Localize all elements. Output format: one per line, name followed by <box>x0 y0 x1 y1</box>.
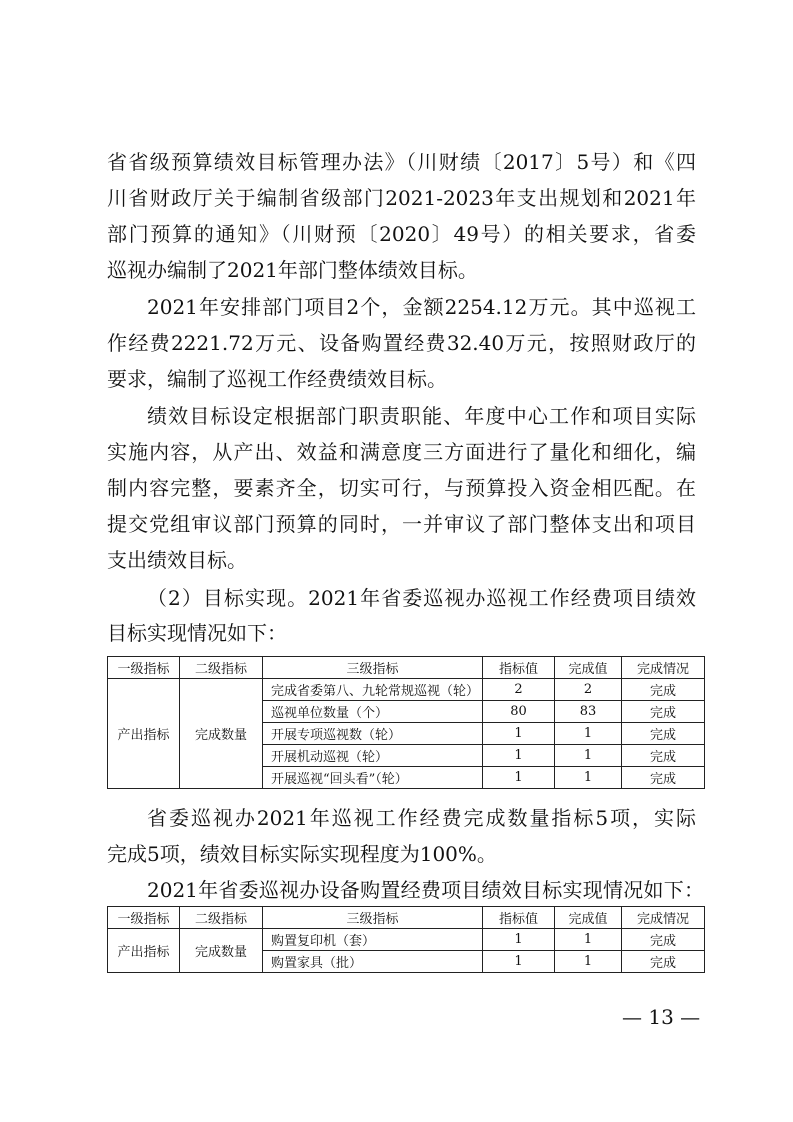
level2-cell: 完成数量 <box>180 929 263 973</box>
actual-value-cell: 1 <box>555 951 622 973</box>
indicator-name-cell: 购置复印机（套） <box>263 929 483 951</box>
page-number: — 13 — <box>622 1005 701 1029</box>
actual-value-cell: 1 <box>555 723 622 745</box>
table-row <box>108 679 705 701</box>
header-cell: 三级指标 <box>263 657 483 679</box>
indicator-name-cell: 巡视单位数量（个） <box>263 701 483 723</box>
target-value-cell: 80 <box>483 701 555 723</box>
actual-value-cell: 1 <box>555 745 622 767</box>
paragraph-line: 省委巡视办2021年巡视工作经费完成数量指标5项，实际 <box>147 806 696 830</box>
paragraph-line: 部门预算的通知》（川财预〔2020〕49号）的相关要求，省委 <box>107 222 696 246</box>
level1-cell: 产出指标 <box>108 929 180 973</box>
indicator-name-cell: 开展巡视“回头看”（轮） <box>263 767 483 789</box>
target-value-cell: 1 <box>483 723 555 745</box>
performance-table-equipment <box>107 906 705 973</box>
level2-cell: 完成数量 <box>180 679 263 789</box>
level1-cell: 产出指标 <box>108 679 180 789</box>
header-cell: 完成值 <box>555 657 622 679</box>
paragraph-line: （2）目标实现。2021年省委巡视办巡视工作经费项目绩效 <box>147 586 696 610</box>
paragraph-line: 完成5项，绩效目标实际实现程度为100%。 <box>107 842 497 866</box>
actual-value-cell: 1 <box>555 929 622 951</box>
header-cell: 三级指标 <box>263 907 483 929</box>
status-cell: 完成 <box>622 679 705 701</box>
status-cell: 完成 <box>622 701 705 723</box>
target-value-cell: 1 <box>483 951 555 973</box>
indicator-name-cell: 购置家具（批） <box>263 951 483 973</box>
performance-table-inspection <box>107 656 705 789</box>
status-cell: 完成 <box>622 767 705 789</box>
header-cell: 完成情况 <box>622 657 705 679</box>
header-cell: 二级指标 <box>180 907 263 929</box>
header-cell: 完成值 <box>555 907 622 929</box>
target-value-cell: 1 <box>483 929 555 951</box>
table-header-row <box>108 907 705 929</box>
table-row <box>108 929 705 951</box>
paragraph-line: 要求，编制了巡视工作经费绩效目标。 <box>107 367 447 391</box>
paragraph-line: 提交党组审议部门预算的同时，一并审议了部门整体支出和项目 <box>107 512 696 536</box>
paragraph-line: 目标实现情况如下： <box>107 621 287 645</box>
target-value-cell: 2 <box>483 679 555 701</box>
header-cell: 指标值 <box>483 907 555 929</box>
status-cell: 完成 <box>622 723 705 745</box>
table-header-row <box>108 657 705 679</box>
indicator-name-cell: 开展机动巡视（轮） <box>263 745 483 767</box>
target-value-cell: 1 <box>483 745 555 767</box>
actual-value-cell: 83 <box>555 701 622 723</box>
header-cell: 一级指标 <box>108 907 180 929</box>
paragraph-line: 川省财政厅关于编制省级部门2021-2023年支出规划和2021年 <box>107 186 696 210</box>
status-cell: 完成 <box>622 951 705 973</box>
actual-value-cell: 2 <box>555 679 622 701</box>
paragraph-line: 绩效目标设定根据部门职责职能、年度中心工作和项目实际 <box>147 404 696 428</box>
paragraph-line: 2021年安排部门项目2个，金额2254.12万元。其中巡视工 <box>147 295 696 319</box>
paragraph-line: 巡视办编制了2021年部门整体绩效目标。 <box>107 258 478 282</box>
indicator-name-cell: 完成省委第八、九轮常规巡视（轮） <box>263 679 483 701</box>
header-cell: 指标值 <box>483 657 555 679</box>
actual-value-cell: 1 <box>555 767 622 789</box>
paragraph-line: 2021年省委巡视办设备购置经费项目绩效目标实现情况如下： <box>147 878 704 902</box>
paragraph-line: 作经费2221.72万元、设备购置经费32.40万元，按照财政厅的 <box>107 331 696 355</box>
paragraph-line: 制内容完整，要素齐全，切实可行，与预算投入资金相匹配。在 <box>107 476 696 500</box>
header-cell: 一级指标 <box>108 657 180 679</box>
header-cell: 完成情况 <box>622 907 705 929</box>
status-cell: 完成 <box>622 929 705 951</box>
target-value-cell: 1 <box>483 767 555 789</box>
paragraph-line: 实施内容，从产出、效益和满意度三方面进行了量化和细化，编 <box>107 440 696 464</box>
indicator-name-cell: 开展专项巡视数（轮） <box>263 723 483 745</box>
status-cell: 完成 <box>622 745 705 767</box>
header-cell: 二级指标 <box>180 657 263 679</box>
paragraph-line: 支出绩效目标。 <box>107 548 247 572</box>
paragraph-line: 省省级预算绩效目标管理办法》（川财绩〔2017〕5号）和《四 <box>107 150 696 174</box>
